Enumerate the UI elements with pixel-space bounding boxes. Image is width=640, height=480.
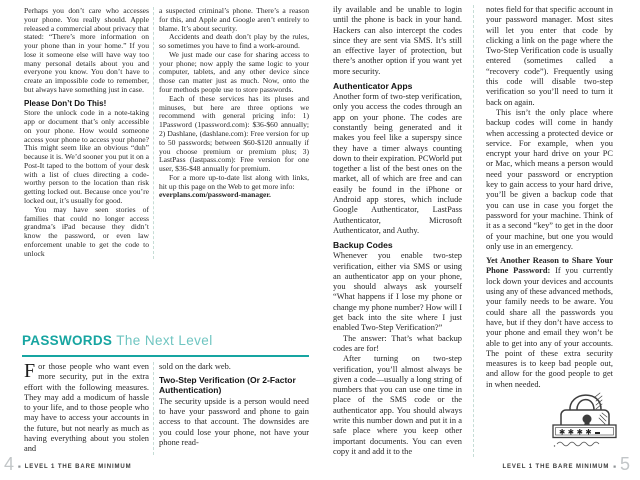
footer-right (502, 454, 630, 474)
paragraph: Accidents and death don’t play by the rules, so sometimes you have to find a work-around. (159, 32, 309, 51)
paragraph-lead: Yet Another Reason to Share Your Phone Password: If you currently lock down your devices and accounts using any of these advanced methods, your family needs to be aware. You could share all the passwords you have, but if they don’t have access to your phone and email they won’t be able to get into any of your accounts. The point of these extra security measures is to keep bad people out, and allow for the good people to get in when needed. (486, 256, 613, 389)
paragraph: You may have seen stories of families that could no longer access grandma’s iPad because they didn’t know the password, or even law enforcement unable to get the code to unlock (24, 204, 149, 258)
page-number: 5 (619, 454, 630, 474)
paragraph: ily available and be unable to login until the phone is back in your hand. Hackers can also intercept the codes since they are sent via SMS. It’s still an effective layer of protection, but there’s another option if you want yet more security. (333, 5, 462, 76)
paragraph: For a more up-to-date list along with links, hit up this page on the Web to get more info: (159, 172, 309, 191)
subheading-two-step-verification: Two-Step Verification (Or 2-Factor Authentication) (159, 375, 296, 396)
left-column-1 (24, 7, 154, 259)
footer-square-icon: ■ (613, 464, 616, 469)
password-mask-text: ✱✱✱✱ (559, 427, 595, 437)
paragraph: The security upside is a person would need to have your password and phone to gain access to that account. The downsides are you could lose your phone, not have your phone read- (159, 396, 309, 448)
page-number: 4 (4, 454, 15, 474)
page-right (320, 0, 640, 480)
footer-chapter-text: LEVEL 1 THE BARE MINIMUM (502, 463, 610, 470)
left-bottom-column-1 (24, 362, 154, 455)
paragraph: Store the unlock code in a note-taking app or document that’s only accessible on your phone. How would someone access your phone to access your phone? This might seem like an obvious “duh” because it is. We’d sooner you put it on a Post-It taped to the bottom of your desk with a list of clues directing a code-worthy person to the location than risk getting locked out. Because once you’re locked out, it’s usually for good. (24, 108, 149, 206)
footer-square-icon: ■ (18, 464, 21, 469)
paragraph: notes field for that specific account in your password manager. Most sites will let you enter that code by clicking a link on the page where the Two-Step Verification code is usually entered (sometimes called a “recovery code”). Frequently using this code will disable two-step verification so you’ll need to turn it back on again. (486, 5, 613, 107)
subheading-authenticator-apps: Authenticator Apps (333, 81, 413, 92)
subheading-please-dont-do-this: Please Don’t Do This! (24, 98, 107, 108)
paragraph-dropcap: For those people who want even more security, put in the extra effort with the following measures. They may add a modicum of hassle to your life, and to those people who may have to access your accounts in the future, but not nearly as much as having everything about you stolen and (24, 360, 149, 454)
footer-left (4, 454, 132, 474)
dropcap-letter: F (24, 360, 36, 382)
section-header-passwords (22, 332, 309, 357)
paragraph: Another form of two-step verification, only you access the codes through an app on your phone. The codes are constantly being generated and it makes you feel like a superspy since they have a timer always counting down to their expiration. PCWorld put together a list of the best ones on the market, all of which are free and can easily be found in the iPhone or Android app stores, which include Google Authenticator, LastPass Authenticator, Microsoft Authenticator, and Authy. (333, 92, 462, 235)
left-column-2 (154, 7, 309, 259)
section-subtitle: The Next Level (116, 333, 213, 348)
shadow-squiggle (557, 442, 599, 446)
paragraph: Each of these services has its pluses and minuses, but here are three options we recommend with general pricing info: 1) 1Password (1password.com): $36-$60 annually; 2) Dashlane, (dashlane.com): Free version for up to 50 passwords; between $60-$120 annually if you choose premium or premium plus; 3) LastPass (lastpass.com): Free version for one user, $36-$48 annually for premium. (159, 93, 309, 174)
subheading-backup-codes: Backup Codes (333, 240, 393, 251)
left-top-section (24, 7, 309, 259)
paragraph: Whenever you enable two-step verification, either via SMS or using an authenticator app on your phone, you should always ask yourself “What happens if I lose my phone or change my phone number? How will I get back into the site where I just enabled Two-Step Verification?” (333, 251, 462, 333)
padlock-password-illustration (548, 383, 624, 453)
paragraph: The answer: That’s what backup codes are for! (333, 333, 462, 353)
everplans-url-text: everplans.com/password-manager. (159, 190, 271, 200)
paragraph: a suspected criminal’s phone. There’s a reason for this, and Apple and Google aren’t entirely to blame. It’s about security. (159, 6, 309, 33)
paragraph: We just made our case for sharing access to your phone; now apply the same logic to your computer, tablets, and any other device since those can matter just as much. Now, onto the four methods people use to store passwords. (159, 49, 309, 95)
right-column-1 (333, 5, 474, 457)
paragraph: sold on the dark web. (159, 362, 231, 371)
footer-chapter-text: LEVEL 1 THE BARE MINIMUM (24, 463, 132, 470)
paragraph: After turning on two-step verification, you’ll almost always be given a code—usually a long string of numbers that you can use one time in place of the SMS code or the authenticator app. You should always write this number down and put it in a safe place where you keep other important documents. You can even copy it and add it to the (333, 354, 462, 456)
paragraph: Perhaps you don’t care who accesses your phone. You really should. Apple released a commercial about privacy that stated: “There’s more information on your phone than in your home.” If you lose it someone else will have way too many personal details about you and everyone you know. You don’t have to create an impossible code to remember, but always have something just in case. (24, 6, 149, 95)
section-title: PASSWORDS (22, 333, 113, 348)
inline-bold-lead: Yet Another Reason to Share Your Phone Password: (486, 256, 613, 276)
left-bottom-column-2 (154, 362, 309, 455)
left-bottom-section (24, 362, 309, 455)
password-field-sketch (553, 425, 616, 438)
paragraph: This isn’t the only place where backup codes will come in handy when accessing a protected device or service. For example, when you encrypt your hard drive on your PC or Mac, which means a person would need your password or encryption key to gain access to your hard drive, you’ll be given a backup code that you can use in case you forget the password for your machine. Think of it as a second “key” to get in the door of your machine, but one you would only use in an emergency. (486, 107, 613, 251)
cursor-block (595, 432, 600, 434)
padlock-icon (548, 383, 624, 453)
